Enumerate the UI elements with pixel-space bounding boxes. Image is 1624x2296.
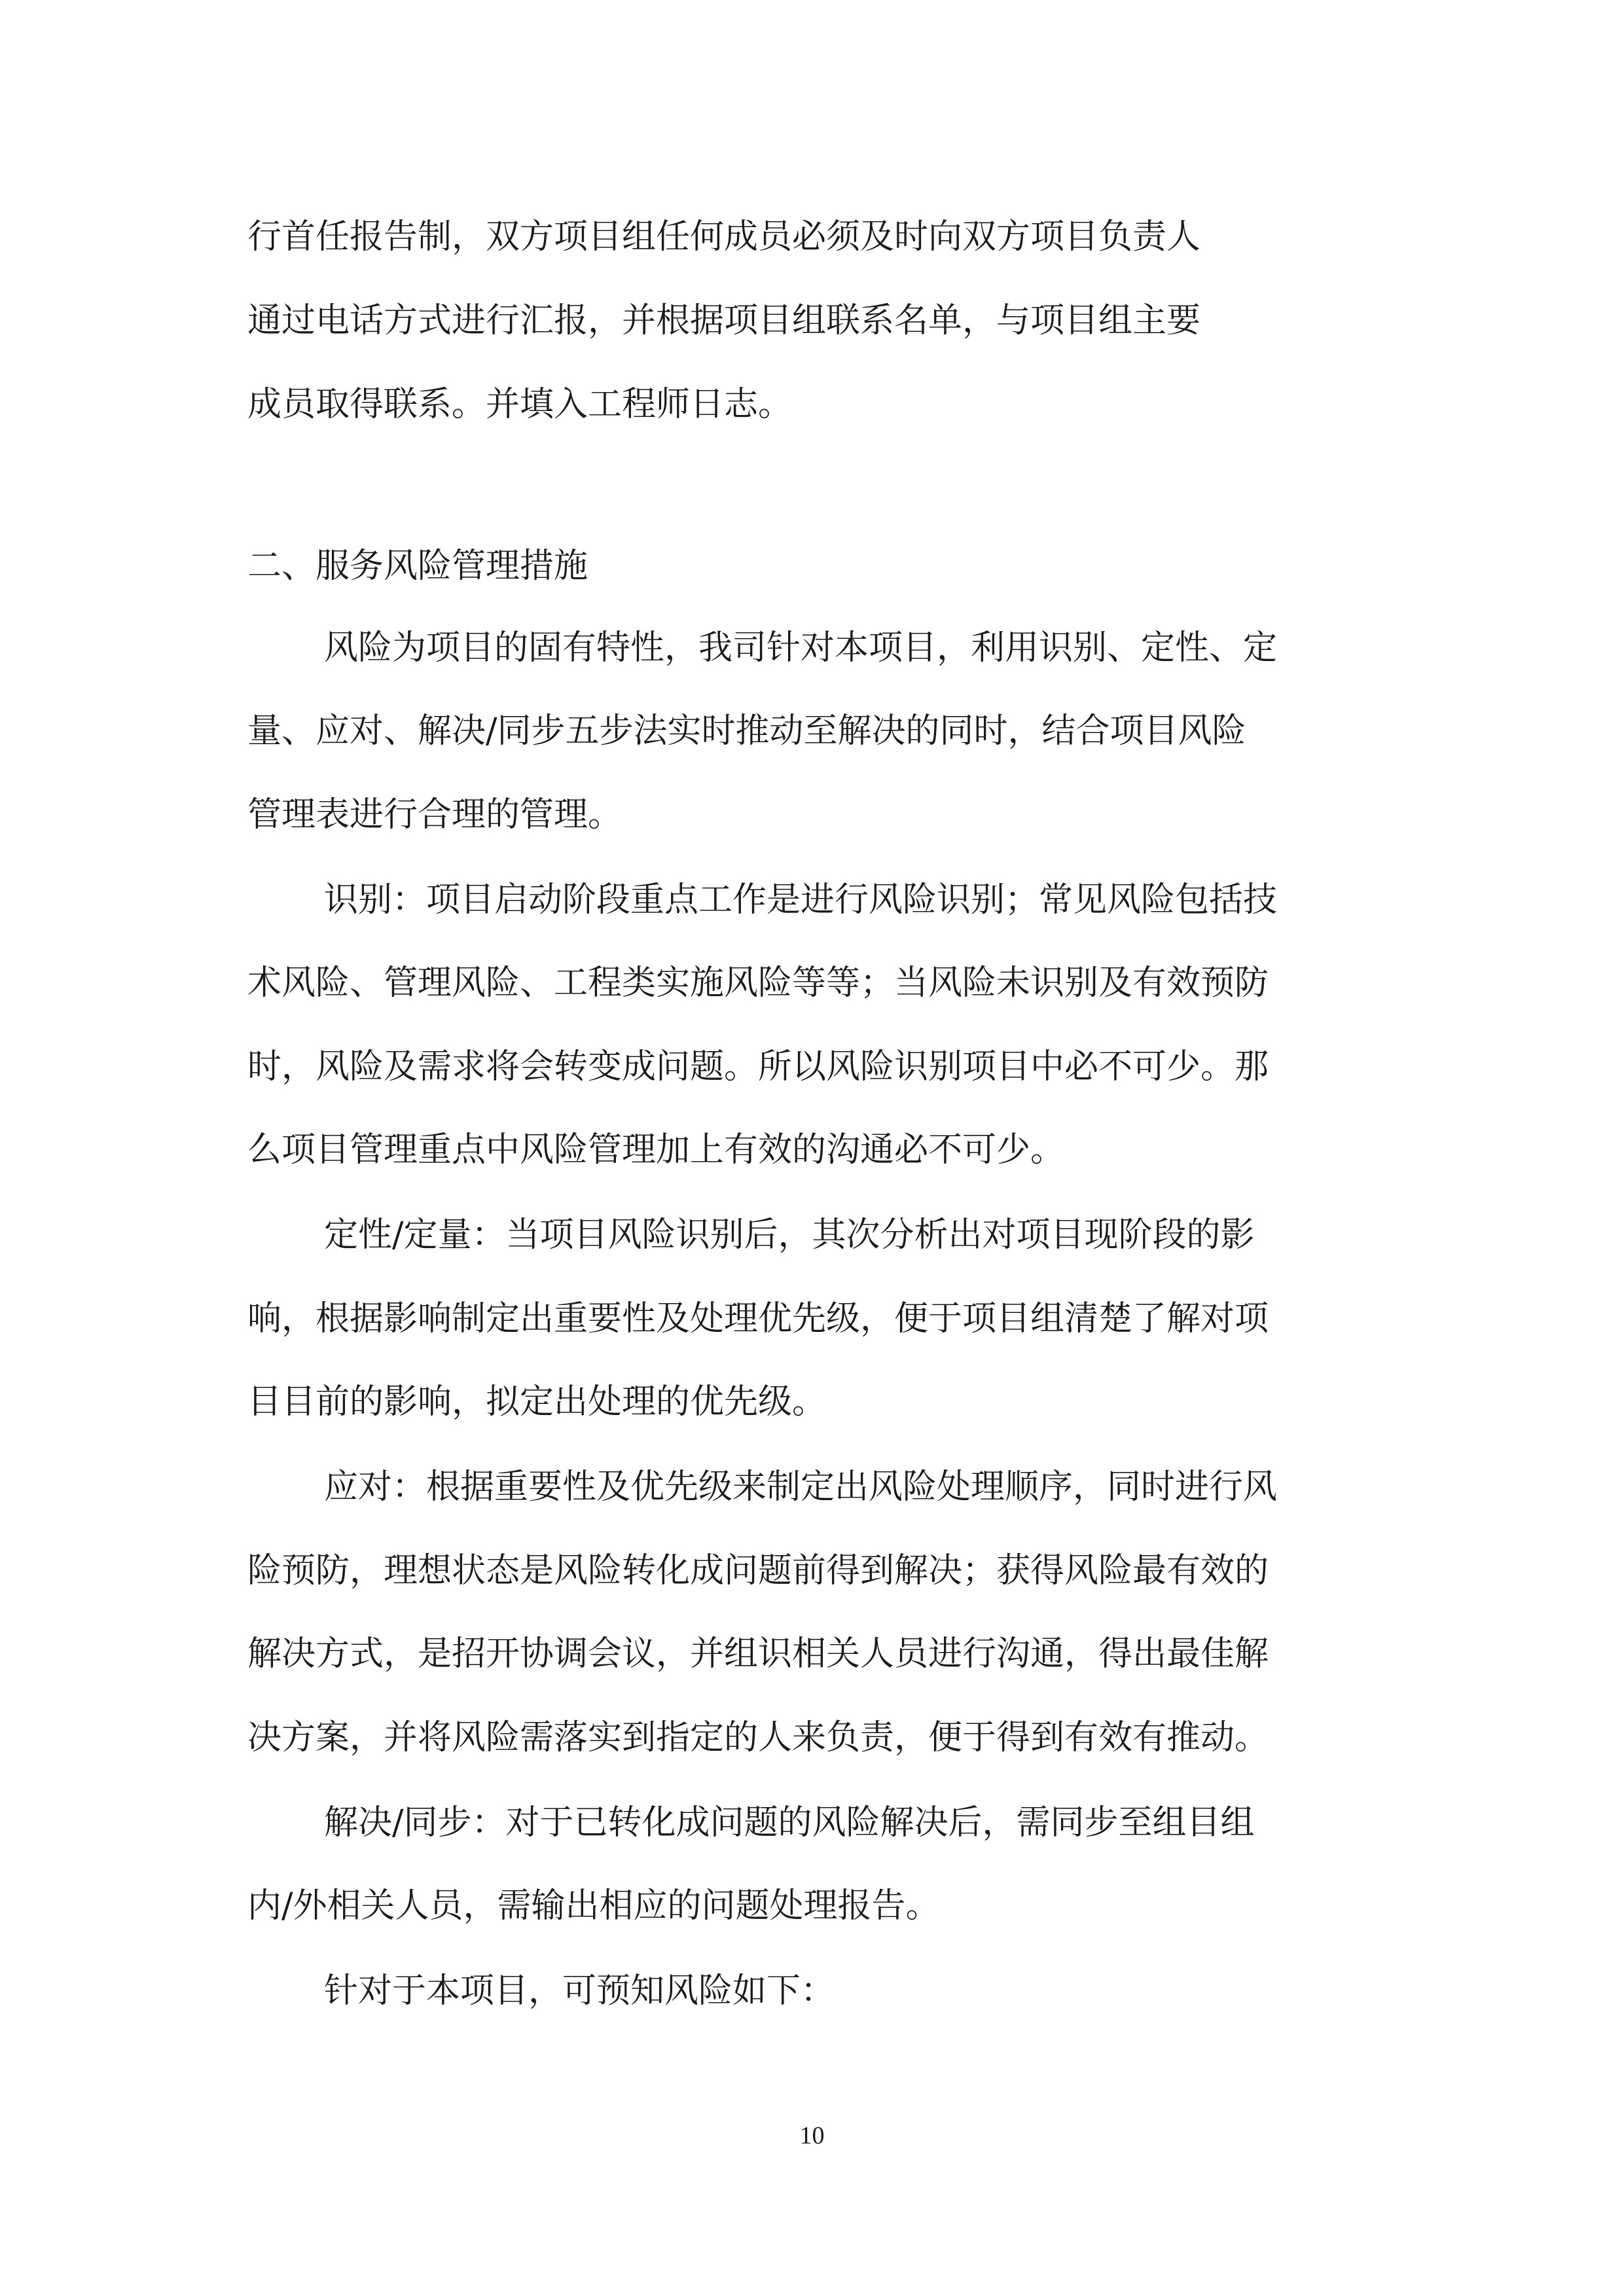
text-line: 术风险、管理风险、工程类实施风险等等；当风险未识别及有效预防 [247, 963, 1269, 1003]
text-line: 量、应对、解决/同步五步法实时推动至解决的同时，结合项目风险 [247, 711, 1246, 751]
text-line: 风险为项目的固有特性，我司针对本项目，利用识别、定性、定 [324, 628, 1278, 668]
text-line: 通过电话方式进行汇报，并根据项目组联系名单，与项目组主要 [247, 301, 1201, 340]
text-line: 决方案，并将风险需落实到指定的人来负责，便于得到有效有推动。 [247, 1718, 1269, 1757]
text-line: 管理表进行合理的管理。 [247, 795, 623, 834]
text-line: 险预防，理想状态是风险转化成问题前得到解决；获得风险最有效的 [247, 1551, 1269, 1590]
text-line: 成员取得联系。并填入工程师日志。 [247, 385, 793, 424]
text-line: 目目前的影响，拟定出处理的优先级。 [247, 1382, 827, 1422]
text-line: 行首任报告制，双方项目组任何成员必须及时向双方项目负责人 [247, 217, 1201, 257]
text-line: 时，风险及需求将会转变成问题。所以风险识别项目中必不可少。那 [247, 1047, 1269, 1086]
section-heading: 二、服务风险管理措施 [247, 547, 588, 586]
text-line: 针对于本项目，可预知风险如下： [324, 1971, 835, 2011]
text-line: 解决/同步：对于已转化成问题的风险解决后，需同步至组目组 [324, 1803, 1255, 1842]
text-line: 解决方式，是招开协调会议，并组识相关人员进行沟通，得出最佳解 [247, 1634, 1269, 1674]
text-line: 识别：项目启动阶段重点工作是进行风险识别；常见风险包括技 [324, 880, 1278, 920]
text-line: 响，根据影响制定出重要性及处理优先级，便于项目组清楚了解对项 [247, 1299, 1269, 1338]
text-line: 应对：根据重要性及优先级来制定出风险处理顺序，同时进行风 [324, 1467, 1278, 1507]
page-number: 10 [799, 2122, 825, 2149]
text-line: 么项目管理重点中风险管理加上有效的沟通必不可少。 [247, 1130, 1065, 1170]
text-line: 内/外相关人员，需输出相应的问题处理报告。 [247, 1886, 940, 1926]
text-line: 定性/定量：当项目风险识别后，其次分析出对项目现阶段的影 [324, 1215, 1255, 1255]
